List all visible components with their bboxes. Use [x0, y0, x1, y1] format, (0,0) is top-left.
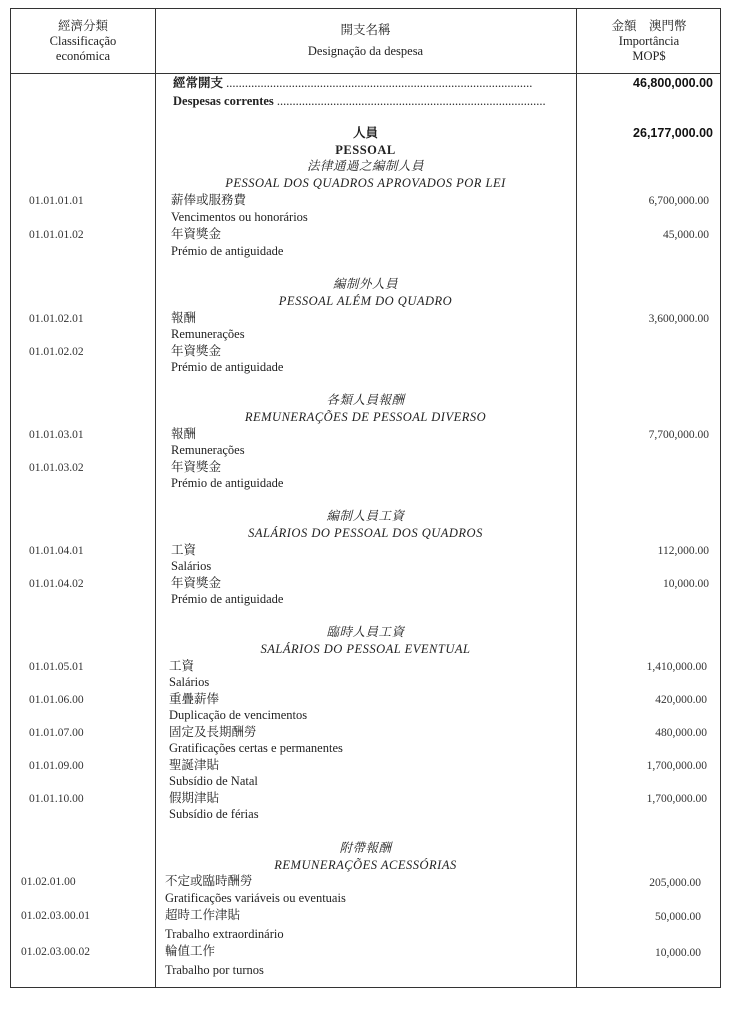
section-title-pt: REMUNERAÇÕES ACESSÓRIAS: [274, 858, 457, 872]
section-title-zh: 編制外人員: [332, 277, 398, 291]
item-name-pt: Vencimentos ou honorários: [171, 210, 308, 224]
item-amount: 205,000.00: [649, 877, 701, 889]
header-designation: 開支名稱 Designação da despesa: [307, 23, 424, 58]
item-code: 01.02.03.00.02: [21, 946, 90, 958]
item-code: 01.01.04.02: [29, 578, 84, 590]
section-title-pt: PESSOAL DOS QUADROS APROVADOS POR LEI: [225, 176, 506, 190]
item-name-zh: 超時工作津貼: [165, 908, 241, 922]
header-classification: 經濟分類 Classificação económica: [49, 18, 117, 63]
item-amount: 1,410,000.00: [646, 661, 707, 673]
section-title-zh: 臨時人員工資: [326, 625, 405, 639]
section-title-zh: 編制人員工資: [326, 509, 405, 523]
item-amount: 1,700,000.00: [646, 760, 707, 772]
item-name-zh: 年資獎金: [171, 460, 222, 474]
item-name-zh: 重疊薪俸: [169, 692, 220, 706]
item-amount: 480,000.00: [655, 727, 707, 739]
item-name-pt: Salários: [169, 675, 210, 689]
item-name-zh: 輪值工作: [165, 944, 216, 958]
section-title-pt: SALÁRIOS DO PESSOAL EVENTUAL: [260, 642, 471, 656]
item-amount: 1,700,000.00: [646, 793, 707, 805]
leader-dots: ..................................................................................................: [226, 76, 533, 90]
section-title-pt: SALÁRIOS DO PESSOAL DOS QUADROS: [248, 526, 483, 540]
item-code: 01.01.06.00: [29, 694, 84, 706]
item-name-pt: Prémio de antiguidade: [171, 360, 284, 374]
item-code: 01.01.09.00: [29, 760, 84, 772]
item-name-pt: Duplicação de vencimentos: [169, 708, 308, 722]
header-divider: [11, 73, 720, 74]
section-title-zh: 各類人員報酬: [326, 393, 405, 407]
item-amount: 112,000.00: [657, 545, 709, 557]
item-code: 01.01.01.02: [29, 229, 84, 241]
item-code: 01.01.02.02: [29, 346, 84, 358]
personnel-title-zh: 人員: [352, 126, 378, 140]
item-name-zh: 工資: [171, 543, 197, 557]
item-code: 01.02.03.00.01: [21, 910, 90, 922]
item-code: 01.01.07.00: [29, 727, 84, 739]
item-name-pt: Subsídio de férias: [169, 807, 259, 821]
item-name-pt: Subsídio de Natal: [169, 774, 258, 788]
total-label-zh: 經常開支 ..................................................................................................: [173, 76, 542, 91]
item-name-zh: 不定或臨時酬勞: [165, 874, 253, 888]
item-amount: 420,000.00: [655, 694, 707, 706]
item-amount: 6,700,000.00: [648, 195, 709, 207]
item-amount: 10,000.00: [655, 947, 701, 959]
item-code: 01.01.03.02: [29, 462, 84, 474]
item-name-zh: 固定及長期酬勞: [169, 725, 257, 739]
item-name-pt: Remunerações: [171, 443, 245, 457]
item-name-zh: 假期津貼: [169, 791, 220, 805]
leader-dots: ......................................................................................: [276, 94, 546, 108]
item-amount: 10,000.00: [663, 578, 709, 590]
item-code: 01.02.01.00: [21, 876, 76, 888]
item-name-zh: 薪俸或服務費: [171, 193, 247, 207]
total-amount: 46,800,000.00: [633, 76, 713, 90]
item-code: 01.01.10.00: [29, 793, 84, 805]
item-name-pt: Trabalho extraordinário: [165, 927, 284, 941]
item-amount: 3,600,000.00: [648, 313, 709, 325]
item-name-pt: Prémio de antiguidade: [171, 592, 284, 606]
item-name-pt: Gratificações variáveis ou eventuais: [165, 891, 346, 905]
total-label-pt: Despesas correntes ......................................................................................: [173, 94, 553, 109]
item-name-pt: Trabalho por turnos: [165, 963, 264, 977]
item-name-pt: Gratificações certas e permanentes: [169, 741, 343, 755]
section-title-pt: REMUNERAÇÕES DE PESSOAL DIVERSO: [244, 410, 487, 424]
item-name-zh: 年資獎金: [171, 344, 222, 358]
item-name-zh: 報酬: [171, 427, 197, 441]
item-code: 01.01.02.01: [29, 313, 84, 325]
item-amount: 50,000.00: [655, 911, 701, 923]
item-name-pt: Prémio de antiguidade: [171, 244, 284, 258]
item-name-zh: 報酬: [171, 311, 197, 325]
item-name-zh: 年資獎金: [171, 576, 222, 590]
personnel-title-pt: PESSOAL: [335, 143, 396, 157]
item-name-pt: Remunerações: [171, 327, 245, 341]
personnel-amount: 26,177,000.00: [633, 126, 713, 140]
header-amount: 金額 澳門幣 Importância MOP$: [611, 18, 687, 63]
item-name-zh: 聖誕津貼: [169, 758, 220, 772]
item-code: 01.01.04.01: [29, 545, 84, 557]
column-divider: [576, 9, 577, 987]
section-title-pt: PESSOAL ALÉM DO QUADRO: [278, 294, 453, 308]
item-name-zh: 工資: [169, 659, 195, 673]
budget-table: [10, 8, 721, 988]
item-amount: 45,000.00: [663, 229, 709, 241]
item-name-pt: Salários: [171, 559, 212, 573]
item-code: 01.01.03.01: [29, 429, 84, 441]
item-name-pt: Prémio de antiguidade: [171, 476, 284, 490]
item-code: 01.01.05.01: [29, 661, 84, 673]
item-name-zh: 年資獎金: [171, 227, 222, 241]
item-amount: 7,700,000.00: [648, 429, 709, 441]
item-code: 01.01.01.01: [29, 195, 84, 207]
section-title-zh: 附帶報酬: [339, 841, 392, 855]
section-title-zh: 法律通過之編制人員: [306, 159, 424, 173]
